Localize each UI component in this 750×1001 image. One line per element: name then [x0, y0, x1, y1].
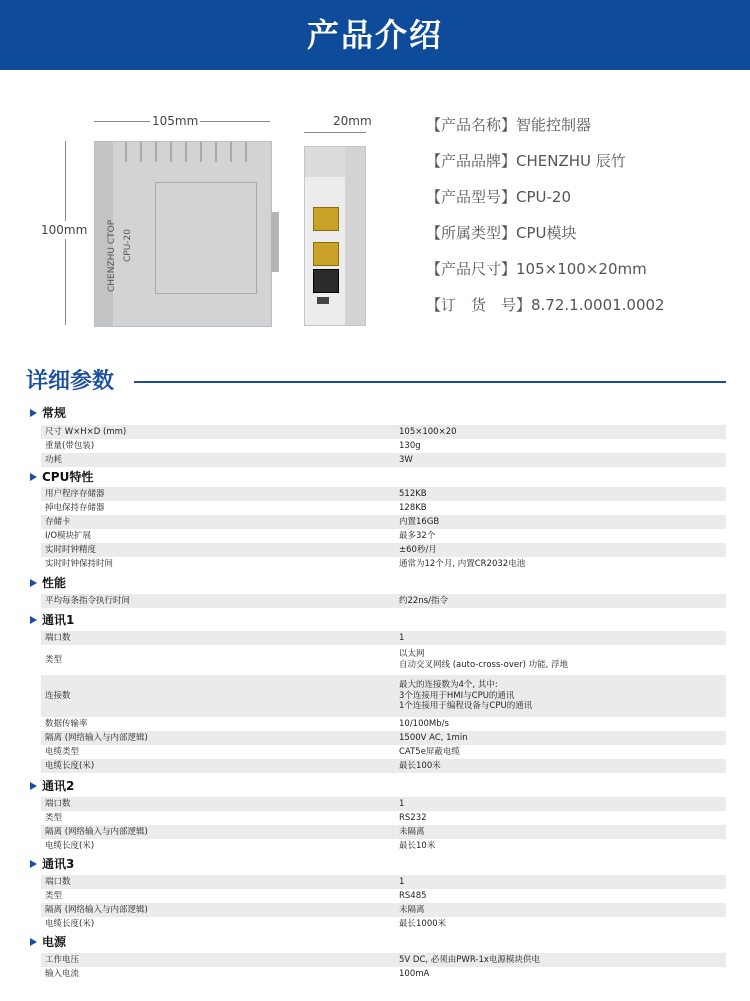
table-row	[41, 529, 726, 543]
spec-key: 电缆长度(米)	[45, 918, 95, 929]
spec-key: 隔离 (网络输入与内部逻辑)	[45, 732, 148, 743]
spec-key: 电缆长度(米)	[45, 840, 95, 851]
spec-key: 类型	[45, 812, 63, 823]
spec-key: 连接数	[45, 690, 71, 701]
spec-key: 实时时钟保持时间	[45, 558, 114, 569]
table-row	[41, 917, 726, 931]
category-label: 通讯3	[42, 857, 75, 871]
table-row	[41, 425, 726, 439]
table-row	[41, 717, 726, 731]
spec-key: 掉电保持存储器	[45, 502, 105, 513]
table-row	[41, 825, 726, 839]
spec-value-line: 105×100×20	[399, 426, 457, 437]
spec-value-line: 未隔离	[399, 826, 425, 837]
category-comm3	[30, 855, 74, 873]
table-row	[41, 731, 726, 745]
product-brand-print: CHENZHU CTOP	[107, 219, 117, 292]
table-row	[41, 875, 726, 889]
spec-value-line: 未隔离	[399, 904, 425, 915]
spec-value	[399, 501, 724, 515]
spec-key: 类型	[45, 890, 63, 901]
info-product-brand: 【产品品牌】CHENZHU 辰竹	[426, 152, 626, 170]
spec-value-line: 最长10米	[399, 840, 436, 851]
spec-value-line: CAT5e屏蔽电缆	[399, 746, 460, 757]
spec-value-line: 1	[399, 798, 405, 809]
category-label: CPU特性	[42, 470, 94, 484]
spec-value-line: 10/100Mb/s	[399, 718, 449, 729]
spec-value	[399, 557, 724, 571]
spec-value-line: 最大的连接数为4个, 其中:	[399, 680, 498, 691]
table-row	[41, 631, 726, 645]
table-row	[41, 839, 726, 853]
triangle-bullet-icon	[30, 579, 37, 587]
spec-value-line: 3个连接用于HMI与CPU的通讯	[399, 690, 515, 701]
triangle-bullet-icon	[30, 409, 37, 417]
spec-key: 隔离 (网络输入与内部逻辑)	[45, 826, 148, 837]
spec-value-line: 3W	[399, 454, 413, 465]
category-label: 性能	[42, 576, 67, 590]
table-row	[41, 557, 726, 571]
spec-value	[399, 515, 724, 529]
table-row	[41, 811, 726, 825]
spec-value	[399, 745, 724, 759]
spec-key: 平均每条指令执行时间	[45, 595, 131, 606]
section-divider	[134, 381, 726, 383]
table-row	[41, 515, 726, 529]
table-row	[41, 759, 726, 773]
section-title: 详细参数	[26, 369, 115, 394]
spec-value-line: 通常为12个月, 内置CR2032电池	[399, 558, 526, 569]
spec-value	[399, 543, 724, 557]
spec-value	[399, 797, 724, 811]
ethernet-port-1	[313, 207, 339, 231]
table-row	[41, 797, 726, 811]
spec-value-line: 5V DC, 必须由PWR-1x电源模块供电	[399, 954, 540, 965]
spec-value	[399, 967, 724, 981]
category-comm2	[30, 777, 74, 795]
spec-value-line: 约22ns/指令	[399, 595, 448, 606]
spec-value-line: 1	[399, 632, 405, 643]
table-row	[41, 745, 726, 759]
product-front-image	[304, 146, 366, 326]
spec-value-line: 最长100米	[399, 760, 441, 771]
spec-value-line: 最长1000米	[399, 918, 447, 929]
spec-value-line: 1个连接用于编程设备与CPU的通讯	[399, 701, 533, 712]
spec-value-line: 内置16GB	[399, 516, 440, 527]
table-row	[41, 889, 726, 903]
spec-key: 输入电流	[45, 968, 80, 979]
spec-value	[399, 425, 724, 439]
spec-value	[399, 717, 724, 731]
width-b-label: 20mm	[333, 114, 372, 128]
spec-value-line: RS485	[399, 890, 427, 901]
spec-value	[399, 529, 724, 543]
spec-value	[399, 594, 724, 608]
triangle-bullet-icon	[30, 860, 37, 868]
table-row	[41, 439, 726, 453]
spec-value	[399, 439, 724, 453]
page-title: 产品介绍	[306, 16, 443, 54]
triangle-bullet-icon	[30, 616, 37, 624]
info-order-number: 【订 货 号】8.72.1.0001.0002	[426, 296, 665, 314]
spec-key: 类型	[45, 654, 63, 665]
product-side-image	[94, 141, 272, 327]
category-comm1	[30, 611, 74, 629]
spec-key: 存储卡	[45, 516, 71, 527]
spec-value	[399, 645, 724, 675]
table-row	[41, 594, 726, 608]
spec-value-line: 128KB	[399, 502, 427, 513]
category-general	[30, 404, 66, 422]
category-label: 电源	[42, 935, 67, 949]
width-a-label: 105mm	[152, 114, 199, 128]
info-product-size: 【产品尺寸】105×100×20mm	[426, 260, 647, 278]
product-model-print: CPU-20	[123, 229, 133, 262]
category-label: 通讯2	[42, 779, 75, 793]
spec-value	[399, 811, 724, 825]
spec-key: 电缆长度(米)	[45, 760, 95, 771]
category-label: 常规	[42, 406, 67, 420]
table-row	[41, 903, 726, 917]
spec-value	[399, 825, 724, 839]
triangle-bullet-icon	[30, 782, 37, 790]
ethernet-port-3	[313, 269, 339, 293]
spec-key: 电缆类型	[45, 746, 80, 757]
info-product-model: 【产品型号】CPU-20	[426, 188, 571, 206]
triangle-bullet-icon	[30, 938, 37, 946]
spec-value	[399, 839, 724, 853]
spec-value	[399, 889, 724, 903]
spec-value	[399, 453, 724, 467]
spec-key: 数据传输率	[45, 718, 88, 729]
spec-value-line: 最多32个	[399, 530, 436, 541]
table-row	[41, 645, 726, 675]
spec-key: 重量(带包装)	[45, 440, 95, 451]
spec-value	[399, 759, 724, 773]
spec-key: I/O模块扩展	[45, 530, 92, 541]
table-row	[41, 501, 726, 515]
spec-key: 端口数	[45, 876, 71, 887]
table-row	[41, 453, 726, 467]
spec-key: 实时时钟精度	[45, 544, 97, 555]
spec-value	[399, 953, 724, 967]
table-row	[41, 543, 726, 557]
spec-value	[399, 487, 724, 501]
category-label: 通讯1	[42, 613, 75, 627]
info-product-type: 【所属类型】CPU模块	[426, 224, 577, 242]
spec-key: 用户程序存储器	[45, 488, 105, 499]
spec-value-line: ±60秒/月	[399, 544, 437, 555]
spec-value	[399, 675, 724, 717]
info-product-name: 【产品名称】智能控制器	[426, 116, 592, 134]
spec-value-line: 1500V AC, 1min	[399, 732, 468, 743]
spec-key: 工作电压	[45, 954, 80, 965]
table-row	[41, 675, 726, 717]
spec-value-line: 自动交叉网线 (auto-cross-over) 功能, 浮地	[399, 660, 569, 670]
spec-value-line: 512KB	[399, 488, 427, 499]
spec-value-line: 100mA	[399, 968, 430, 979]
spec-value	[399, 917, 724, 931]
ethernet-port-2	[313, 242, 339, 266]
spec-value	[399, 731, 724, 745]
spec-value-line: 以太网	[399, 649, 425, 660]
category-power	[30, 933, 66, 951]
spec-value-line: RS232	[399, 812, 427, 823]
table-row	[41, 953, 726, 967]
spec-key: 端口数	[45, 632, 71, 643]
spec-key: 尺寸 W×H×D (mm)	[45, 426, 127, 437]
usb-port	[317, 297, 329, 304]
spec-value-line: 1	[399, 876, 405, 887]
height-a-label: 100mm	[41, 223, 88, 237]
spec-value	[399, 875, 724, 889]
table-row	[41, 967, 726, 981]
spec-key: 功耗	[45, 454, 63, 465]
spec-value-line: 130g	[399, 440, 421, 451]
category-performance	[30, 574, 66, 592]
table-row	[41, 487, 726, 501]
spec-key: 隔离 (网络输入与内部逻辑)	[45, 904, 148, 915]
triangle-bullet-icon	[30, 473, 37, 481]
spec-key: 端口数	[45, 798, 71, 809]
width-b-dimension-line	[304, 132, 366, 133]
spec-value	[399, 631, 724, 645]
category-cpu	[30, 468, 93, 486]
spec-value	[399, 903, 724, 917]
